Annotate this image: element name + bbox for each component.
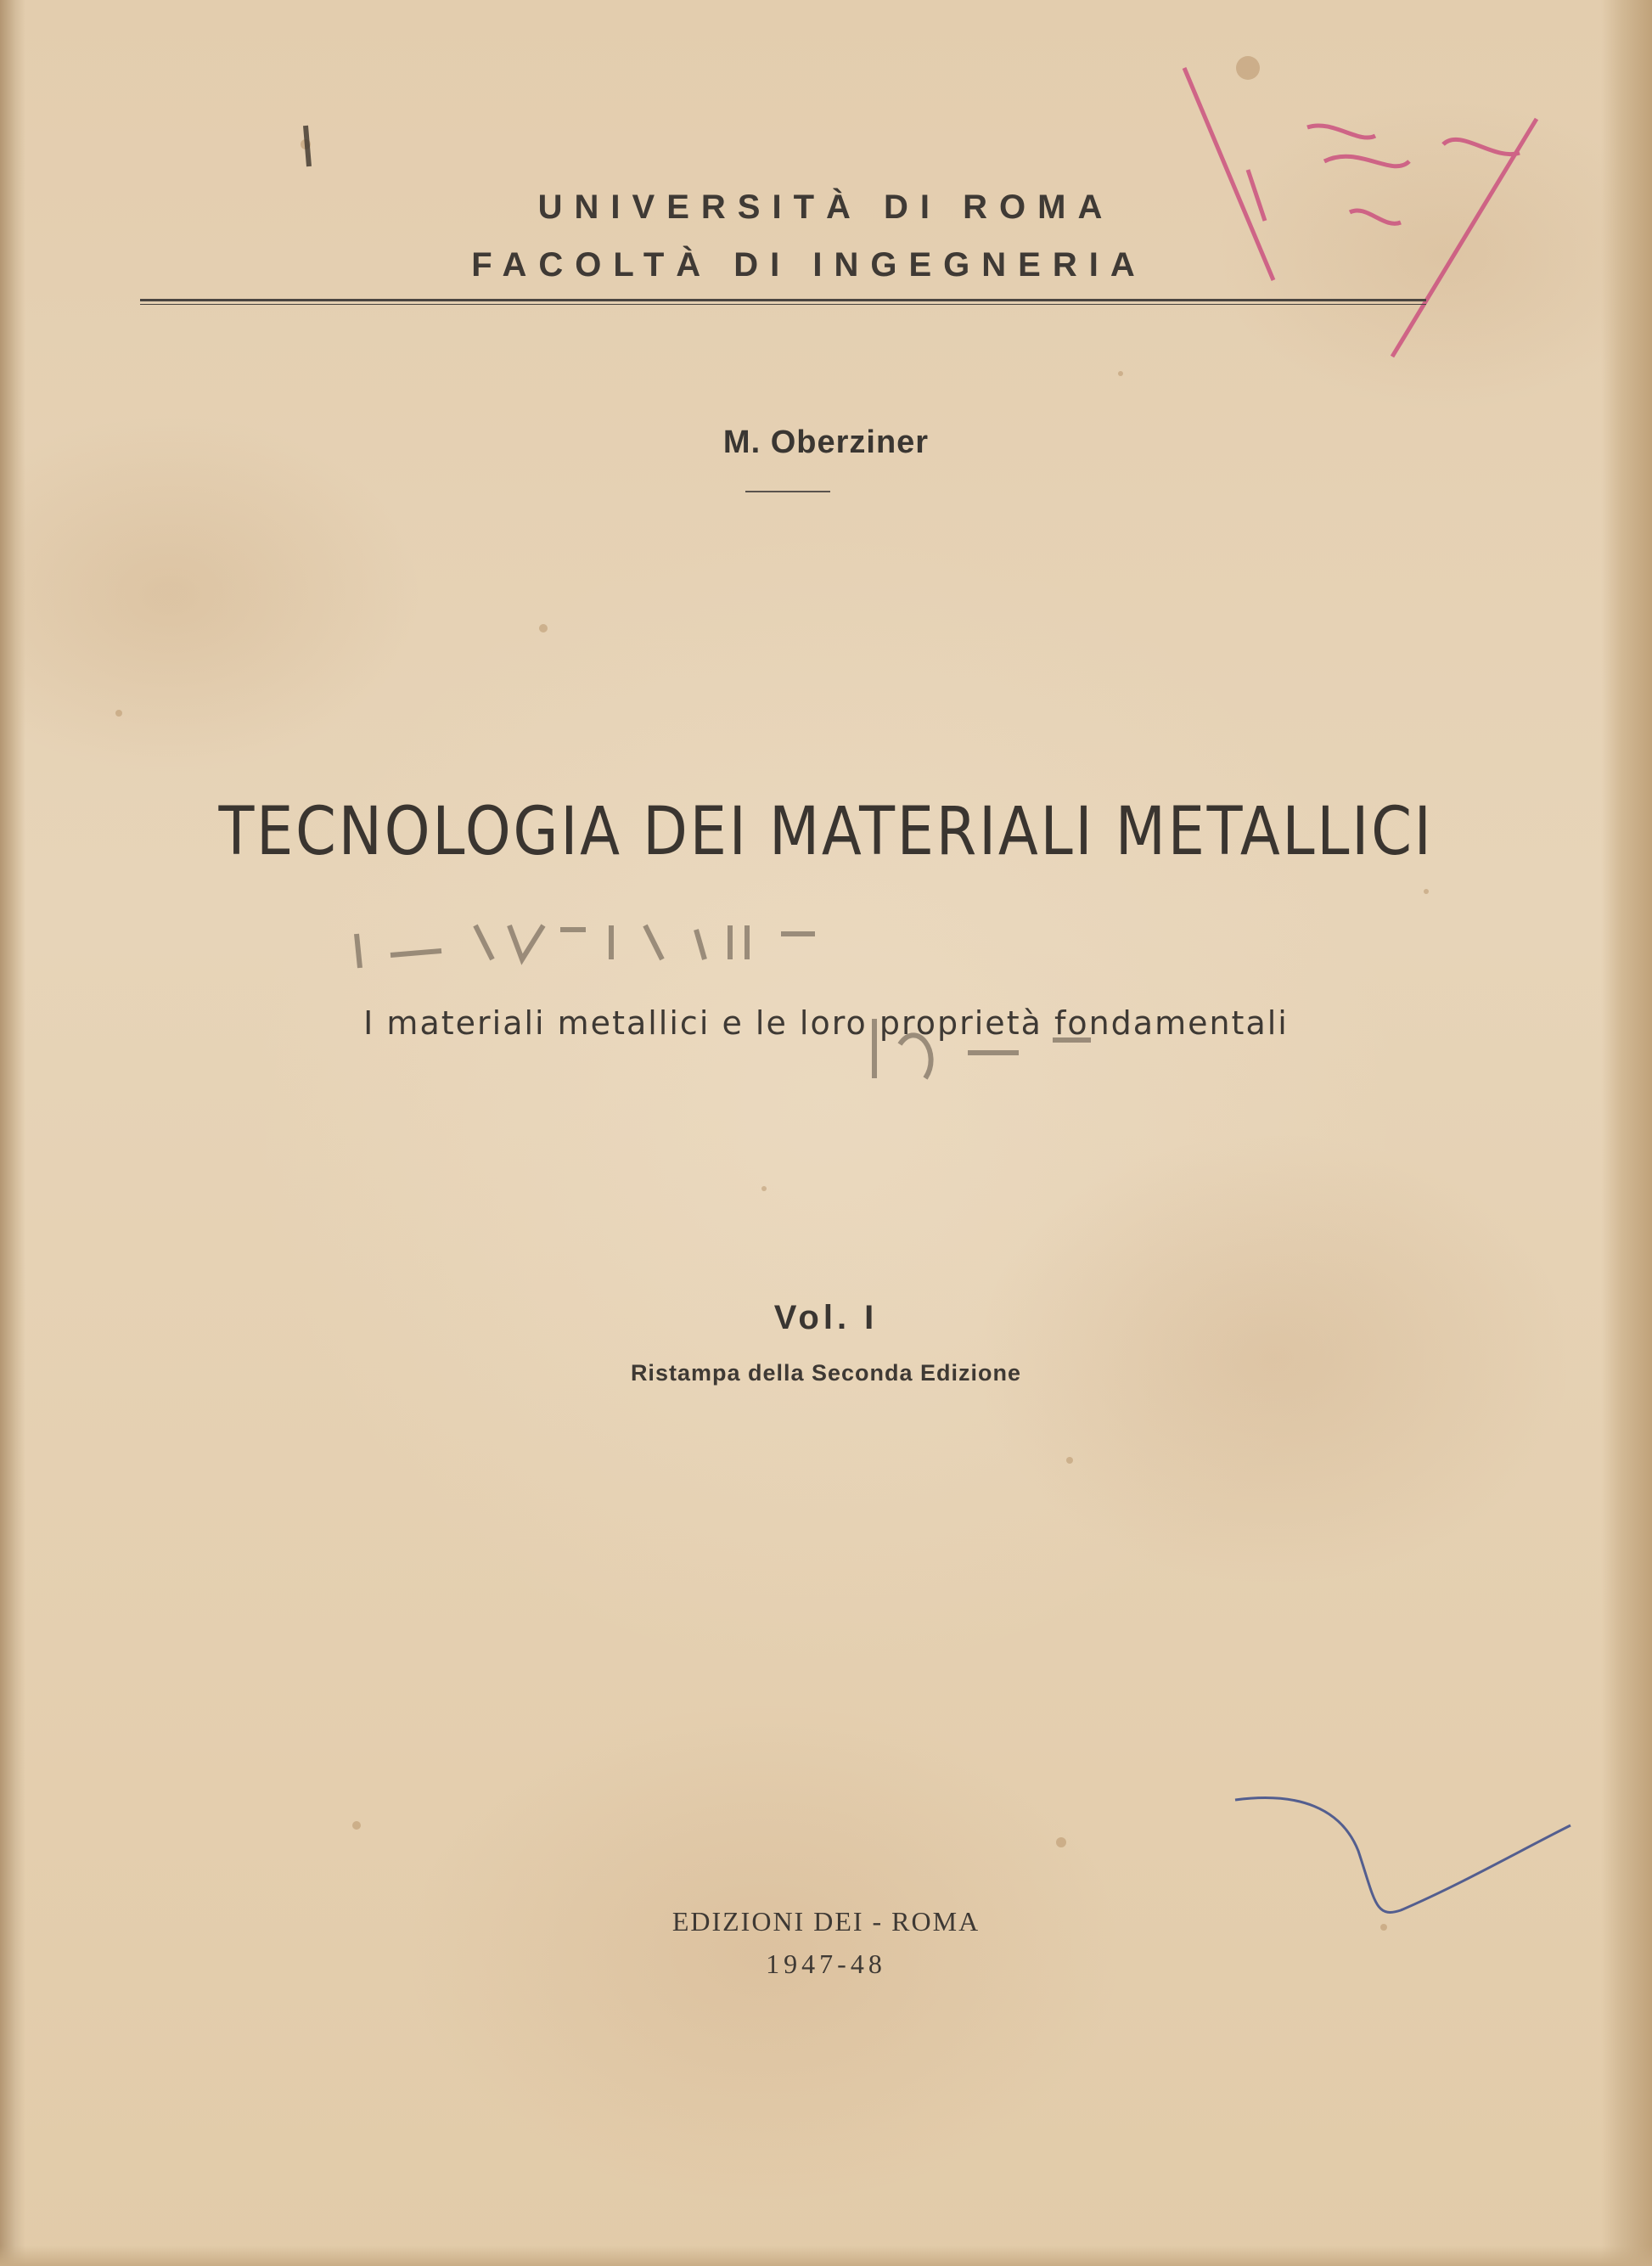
institution-name: UNIVERSITÀ DI ROMA	[537, 188, 1115, 226]
book-subtitle: I materiali metallici e le loro proprietà fondamentali	[363, 1004, 1289, 1042]
author-name: M. Oberziner	[722, 425, 930, 460]
author-divider	[745, 491, 830, 492]
faculty-name: FACOLTÀ DI INGEGNERIA	[471, 246, 1147, 284]
edition-note: Ristampa della Seconda Edizione	[630, 1360, 1022, 1386]
faded-stamp	[357, 925, 1091, 1078]
book-title: TECNOLOGIA DEI MATERIALI METALLICI	[218, 794, 1434, 870]
publisher-name: EDIZIONI DEI - ROMA	[671, 1906, 981, 1937]
foxing-spots	[115, 56, 1429, 1931]
ink-tick-mark	[306, 126, 309, 166]
blue-pen-stroke	[1235, 1798, 1571, 1913]
publication-year: 1947-48	[766, 1948, 886, 1979]
header-divider	[140, 299, 1426, 305]
cover-bottom-edge	[0, 2246, 1652, 2266]
volume-number: Vol. I	[773, 1299, 879, 1336]
